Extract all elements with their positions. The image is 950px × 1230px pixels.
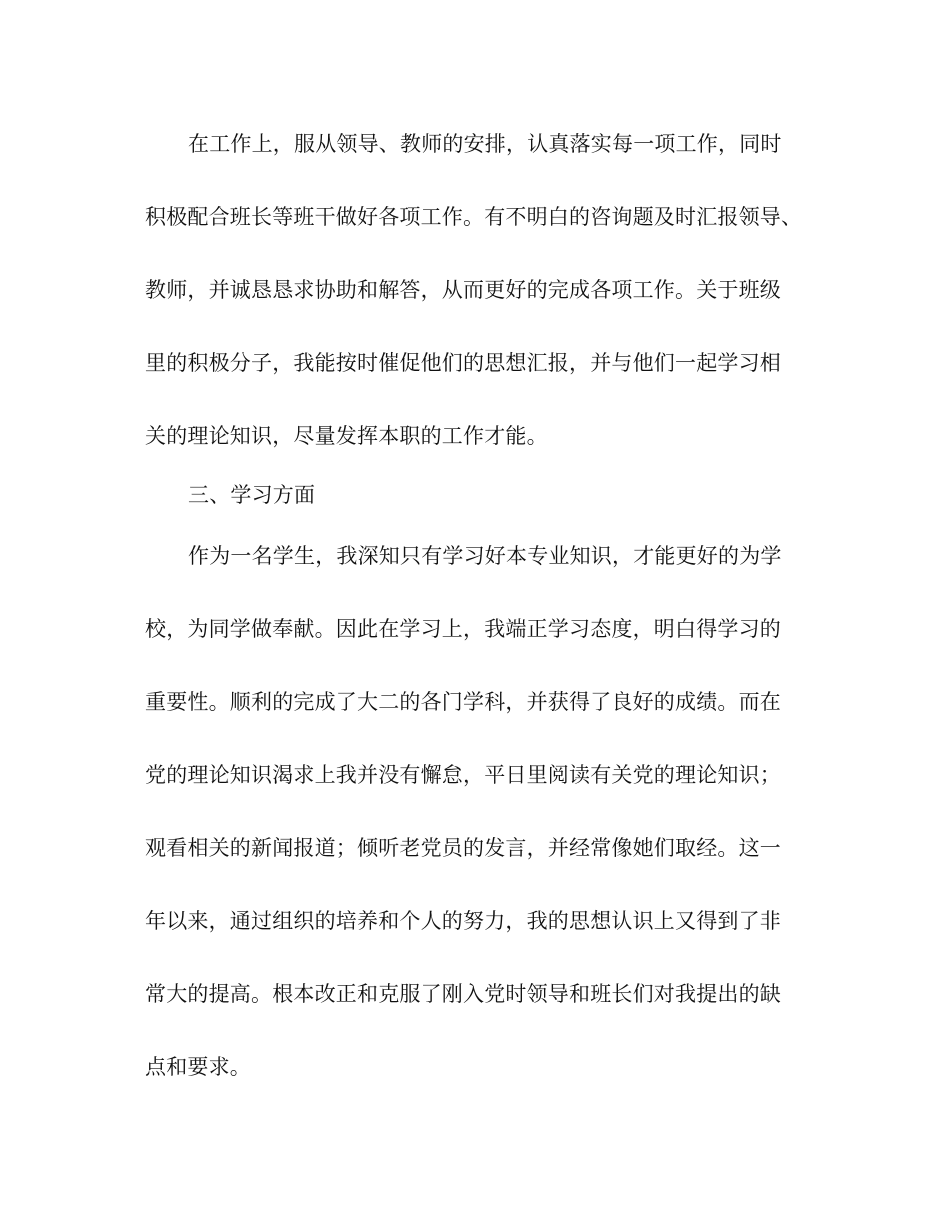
- paragraph-line: 观看相关的新闻报道；倾听老党员的发言，并经常像她们取经。这一: [145, 836, 781, 860]
- paragraph-line: 作为一名学生，我深知只有学习好本专业知识，才能更好的为学: [188, 544, 782, 568]
- paragraph-line: 关的理论知识，尽量发挥本职的工作才能。: [145, 424, 548, 448]
- paragraph-line: 校，为同学做奉献。因此在学习上，我端正学习态度，明白得学习的: [145, 617, 781, 641]
- paragraph-line: 点和要求。: [145, 1055, 251, 1079]
- section-heading: 三、学习方面: [188, 483, 316, 507]
- paragraph-line: 里的积极分子，我能按时催促他们的思想汇报，并与他们一起学习相: [145, 351, 781, 375]
- paragraph-line: 常大的提高。根本改正和克服了刚入党时领导和班长们对我提出的缺: [145, 982, 781, 1006]
- paragraph-line: 年以来，通过组织的培养和个人的努力，我的思想认识上又得到了非: [145, 909, 781, 933]
- paragraph-line: 在工作上，服从领导、教师的安排，认真落实每一项工作，同时: [188, 132, 782, 156]
- paragraph-line: 教师，并诚恳恳求协助和解答，从而更好的完成各项工作。关于班级: [145, 278, 781, 302]
- paragraph-line: 积极配合班长等班干做好各项工作。有不明白的咨询题及时汇报领导、: [145, 205, 803, 229]
- paragraph-line: 重要性。顺利的完成了大二的各门学科，并获得了良好的成绩。而在: [145, 690, 781, 714]
- paragraph-line: 党的理论知识渴求上我并没有懈怠，平日里阅读有关党的理论知识；: [145, 763, 781, 787]
